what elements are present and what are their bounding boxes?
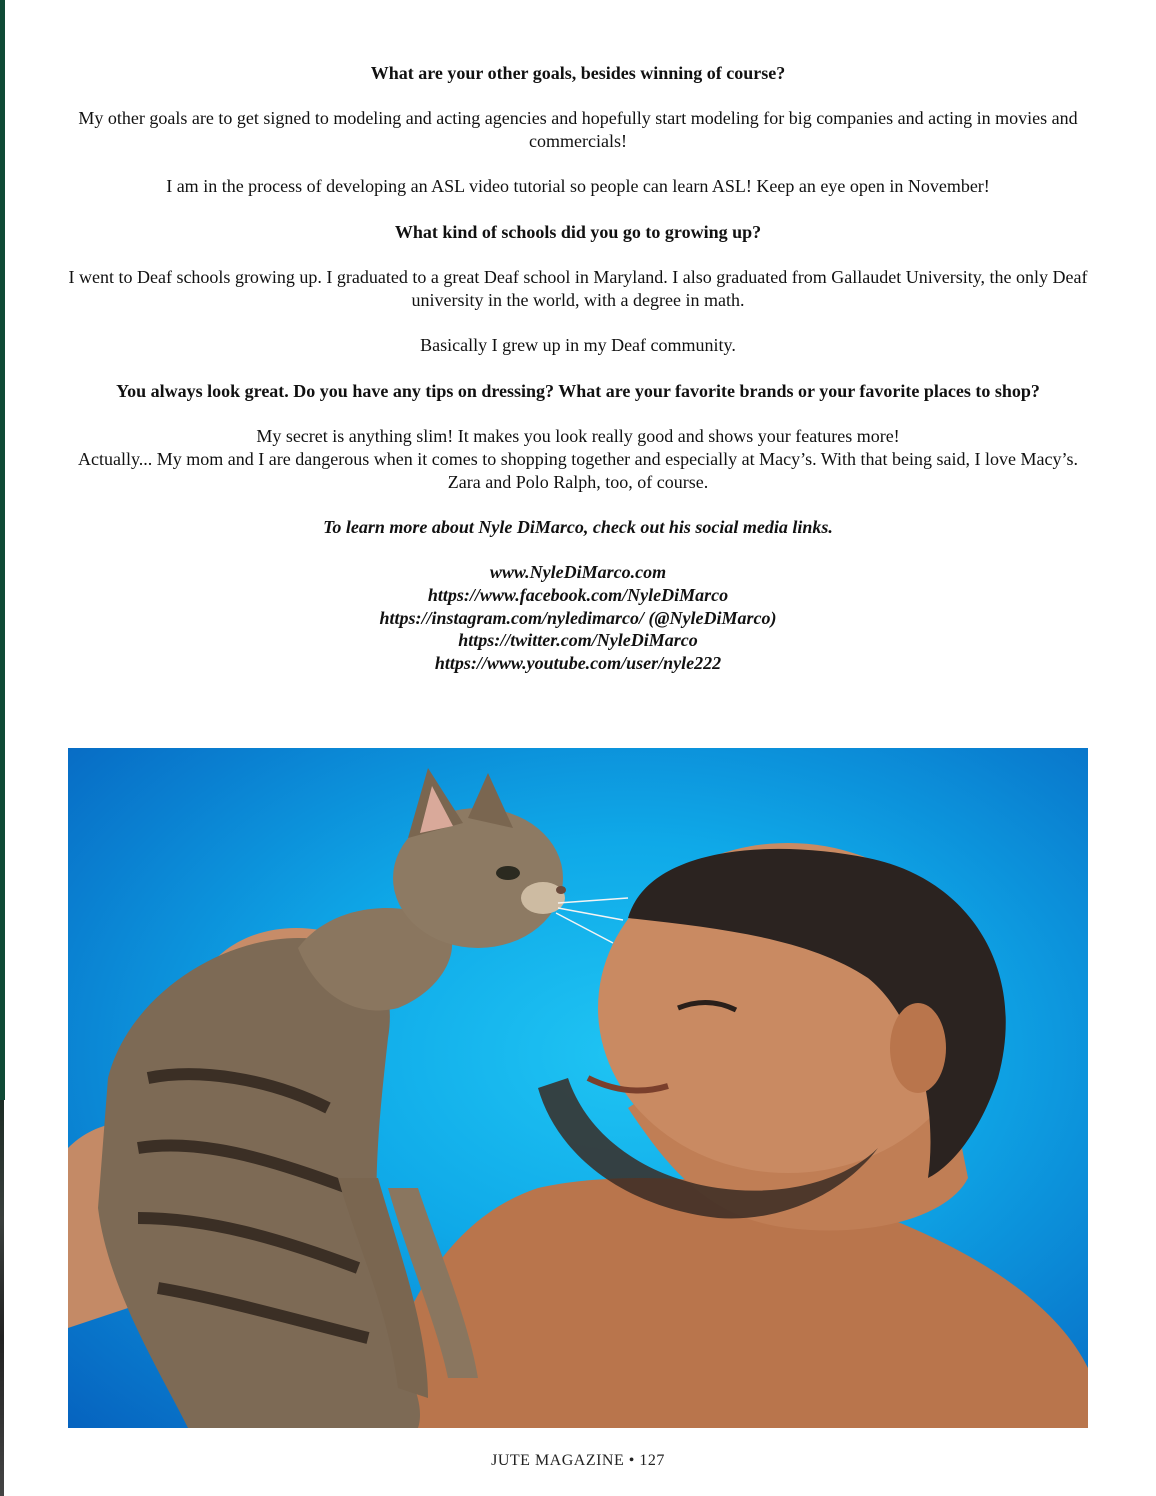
page-spine-edge-lower xyxy=(0,1100,4,1496)
link-twitter[interactable]: https://twitter.com/NyleDiMarco xyxy=(458,630,698,651)
answer-other-goals: My other goals are to get signed to modeling and acting agencies and hopefully start modeling for big companies and acting in movies and commercials! xyxy=(78,108,1078,152)
answer-schools: I went to Deaf schools growing up. I graduated to a great Deaf school in Maryland. I also graduated from Gallaudet University, the only Deaf university in the world, with a degree in math. xyxy=(68,267,1088,310)
magazine-name: JUTE MAGAZINE xyxy=(491,1452,625,1469)
man-ear xyxy=(890,1003,946,1093)
answer-asl-tutorial: I am in the process of developing an ASL video tutorial so people can learn ASL! Keep an eye open in November! xyxy=(166,176,990,197)
cat-eye xyxy=(496,866,520,880)
link-website[interactable]: www.NyleDiMarco.com xyxy=(489,562,667,583)
question-other-goals: What are your other goals, besides winning of course? xyxy=(370,63,786,83)
footer-separator: • xyxy=(628,1452,635,1469)
man-holding-cat-photo xyxy=(68,748,1088,1428)
link-youtube[interactable]: https://www.youtube.com/user/nyle222 xyxy=(434,653,722,674)
answer-deaf-community: Basically I grew up in my Deaf community. xyxy=(420,335,736,356)
answer-secret-slim: My secret is anything slim! It makes you look really good and shows your features more! xyxy=(256,426,900,447)
page-spine-edge xyxy=(0,0,5,1100)
page-footer xyxy=(0,1452,1156,1470)
page-number: 127 xyxy=(639,1452,665,1469)
question-dressing-tips: You always look great. Do you have any tips on dressing? What are your favorite brands or your favorite places to shop? xyxy=(116,380,1040,401)
photo-illustration xyxy=(68,748,1088,1428)
question-schools: What kind of schools did you go to growing up? xyxy=(394,221,762,242)
social-links-intro: To learn more about Nyle DiMarco, check out his social media links. xyxy=(323,516,833,537)
social-links-list xyxy=(68,561,1088,675)
link-facebook[interactable]: https://www.facebook.com/NyleDiMarco xyxy=(427,585,729,606)
answer-shopping: Actually... My mom and I are dangerous when it comes to shopping together and especially at Macy’s. With that being said, I love Macy’s. Zara and Polo Ralph, too, of course. xyxy=(77,448,1079,492)
cat-nose xyxy=(556,886,566,894)
interview-article xyxy=(68,62,1088,675)
answer-dressing-tips xyxy=(68,425,1088,493)
link-instagram[interactable]: https://instagram.com/nyledimarco/ (@NyleDiMarco) xyxy=(379,607,777,628)
